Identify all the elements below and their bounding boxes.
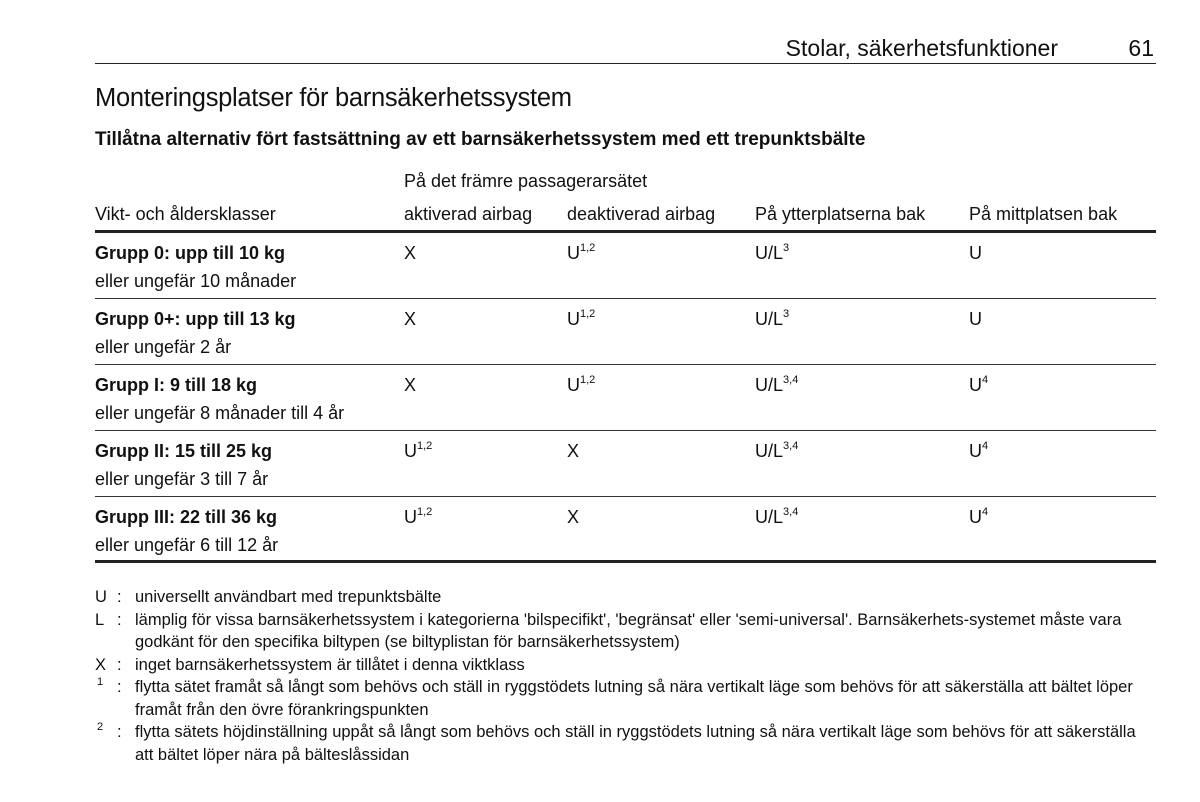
legend-key: L <box>95 610 105 629</box>
column-header-weight-age: Vikt- och åldersklasser <box>95 204 276 224</box>
cell-value: U/L <box>755 243 784 263</box>
column-header-rear-middle: På mittplatsen bak <box>969 204 1118 224</box>
table-cell <box>969 243 982 264</box>
age-range-label: eller ungefär 3 till 7 år <box>95 469 269 489</box>
age-range-label: eller ungefär 10 månader <box>95 271 297 291</box>
table-row <box>95 497 1156 563</box>
cell-value: U/L <box>755 309 784 329</box>
legend-separator: : <box>117 588 122 606</box>
cell-value: X <box>404 309 417 329</box>
legend-item <box>95 609 1156 654</box>
page-title: Monteringsplatser för barnsäkerhetssystem <box>95 84 572 112</box>
legend-text: lämplig för vissa barnsäkerhetssystem i kategorierna 'bilspecifikt', 'begränsat' eller 'semi-universal'. Barnsäkerhets-systemet måste vara godkänt för den specifika biltypen (se biltyplistan för barnsäkerhetssystem) <box>135 610 1122 651</box>
table-cell <box>755 375 798 396</box>
footnote-ref: 3,4 <box>783 374 799 386</box>
legend-separator: : <box>117 610 122 629</box>
legend-key: 2 <box>97 721 104 733</box>
weight-group-label: Grupp I: 9 till 18 kg <box>95 375 258 395</box>
table-cell <box>567 507 579 528</box>
section-name: Stolar, säkerhetsfunktioner <box>785 35 1058 61</box>
cell-value: U/L <box>755 507 784 527</box>
table-caption: Tillåtna alternativ fört fastsättning av ett barnsäkerhetssystem med ett trepunktsbälte <box>95 129 866 150</box>
table-row <box>95 431 1156 497</box>
table-cell <box>404 441 432 462</box>
cell-value: U <box>969 441 982 461</box>
table-cell <box>404 375 416 396</box>
footnote-ref: 1,2 <box>580 308 596 320</box>
legend-key: 1 <box>97 676 104 688</box>
column-header-rear-outer: På ytterplatserna bak <box>755 204 926 224</box>
footnote-ref: 4 <box>982 440 989 452</box>
cell-value: U <box>969 243 982 263</box>
cell-value: U/L <box>755 441 784 461</box>
footnote-ref: 1,2 <box>580 374 596 386</box>
column-header-airbag-active: aktiverad airbag <box>404 204 533 224</box>
legend-item <box>95 654 1156 677</box>
table-cell <box>567 243 595 264</box>
table-cell <box>404 309 416 330</box>
table-cell <box>969 309 982 330</box>
table-cell <box>567 441 579 462</box>
table-cell <box>969 441 988 462</box>
table-row <box>95 299 1156 365</box>
page-number: 61 <box>1128 35 1154 61</box>
front-seat-group-header: På det främre passagerarsätet <box>404 171 648 191</box>
legend-item <box>95 721 1156 766</box>
table-row <box>95 365 1156 431</box>
cell-value: X <box>404 375 417 395</box>
weight-group-label: Grupp 0+: upp till 13 kg <box>95 309 296 329</box>
footnote-ref: 3,4 <box>783 440 799 452</box>
footnote-ref: 4 <box>982 506 989 518</box>
table-cell <box>755 507 798 528</box>
cell-value: X <box>567 441 580 461</box>
legend-text: flytta sätets höjdinställning uppåt så långt som behövs och ställ in ryggstödets lutning så nära vertikalt läge som behövs för att säkerställa att bältet löper nära på bälteslåssidan <box>135 723 1136 764</box>
age-range-label: eller ungefär 2 år <box>95 337 232 357</box>
legend-separator: : <box>117 723 122 741</box>
age-range-label: eller ungefär 6 till 12 år <box>95 535 279 555</box>
legend-item <box>95 586 1156 609</box>
table-cell <box>969 507 988 528</box>
weight-group-label: Grupp III: 22 till 36 kg <box>95 507 278 527</box>
age-range-label: eller ungefär 8 månader till 4 år <box>95 403 345 423</box>
cell-value: U <box>969 309 982 329</box>
cell-value: U <box>969 507 982 527</box>
table-row <box>95 233 1156 299</box>
footnote-ref: 1,2 <box>417 506 433 518</box>
footnote-ref: 4 <box>982 374 989 386</box>
footnote-ref: 3 <box>783 308 790 320</box>
legend-separator: : <box>117 678 122 696</box>
column-header-airbag-deactivated: deaktiverad airbag <box>567 204 716 224</box>
legend-item <box>95 676 1156 721</box>
cell-value: U <box>404 441 417 461</box>
footnote-ref: 1,2 <box>580 242 596 254</box>
table-cell <box>969 375 988 396</box>
weight-group-label: Grupp 0: upp till 10 kg <box>95 243 286 263</box>
table-cell <box>755 309 789 330</box>
legend-text: universellt användbart med trepunktsbälte <box>135 588 442 606</box>
table-cell <box>567 309 595 330</box>
table-cell <box>404 243 416 264</box>
table-cell <box>755 243 789 264</box>
legend <box>95 586 1156 766</box>
legend-key: U <box>95 588 107 606</box>
cell-value: U/L <box>755 375 784 395</box>
legend-key: X <box>95 655 107 674</box>
cell-value: U <box>567 375 580 395</box>
legend-text: flytta sätet framåt så långt som behövs och ställ in ryggstödets lutning så nära vertikalt läge som behövs för att säkerställa att bältet löper framåt från den övre förankringspunkten <box>135 678 1133 719</box>
cell-value: X <box>567 507 580 527</box>
table-cell <box>567 375 595 396</box>
footnote-ref: 3,4 <box>783 506 799 518</box>
cell-value: U <box>567 309 580 329</box>
weight-group-label: Grupp II: 15 till 25 kg <box>95 441 273 461</box>
table-cell <box>404 507 432 528</box>
legend-separator: : <box>117 655 122 674</box>
footnote-ref: 3 <box>783 242 790 254</box>
cell-value: U <box>969 375 982 395</box>
table-cell <box>755 441 798 462</box>
cell-value: X <box>404 243 417 263</box>
legend-text: inget barnsäkerhetssystem är tillåtet i denna viktklass <box>135 655 525 674</box>
footnote-ref: 1,2 <box>417 440 433 452</box>
page-header <box>95 30 1156 64</box>
cell-value: U <box>404 507 417 527</box>
cell-value: U <box>567 243 580 263</box>
